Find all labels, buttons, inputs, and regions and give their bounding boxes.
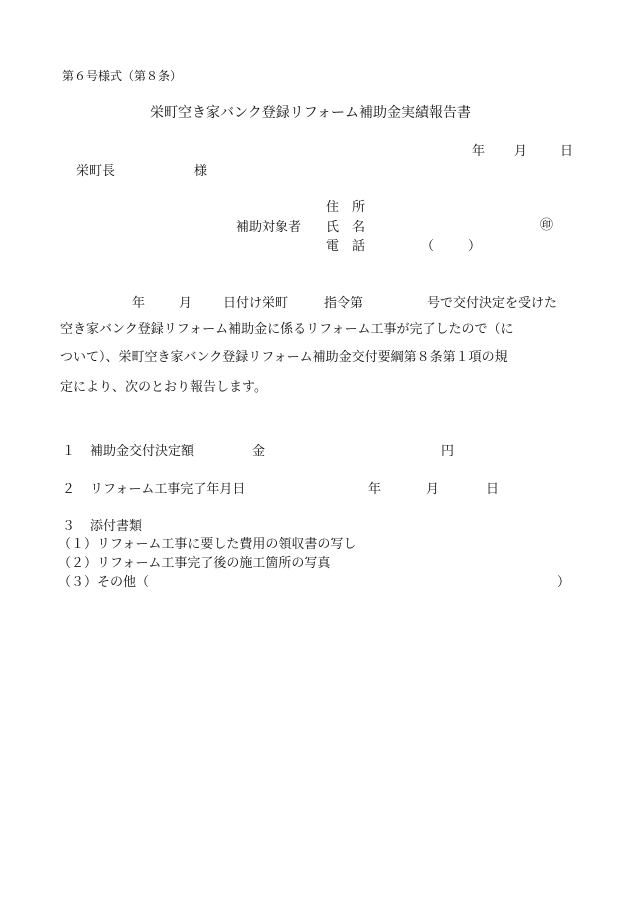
addressee-name: 栄町長 [76,164,116,179]
date-day-label: 日 [560,144,574,159]
item2-year-label: 年 [368,482,382,497]
date-year-label: 年 [472,144,486,159]
body-directive-label: 指令第 [324,296,364,311]
form-number: 第６号様式（第８条） [62,69,183,83]
body-year-label: 年 [132,296,146,311]
date-month-label: 月 [514,144,528,159]
item1-prefix: 金 [252,444,266,459]
seal-mark: ㊞ [540,218,554,233]
phone-label: 電 話 [326,239,366,254]
item1-label: 補助金交付決定額 [90,444,195,459]
item2-number: ２ [62,482,76,497]
attachment-item-2: （２）リフォーム工事完了後の施工箇所の写真 [58,556,331,571]
applicant-section-label: 補助対象者 [236,220,302,235]
attachment-item-3-close: ） [557,575,571,590]
item3-number: ３ [62,519,76,534]
attachment-item-1: （１）リフォーム工事に要した費用の領収書の写し [58,537,357,552]
phone-paren-open: （ [421,239,435,254]
body-line-2: 空き家バンク登録リフォーム補助金に係るリフォーム工事が完了したので（に [60,322,514,337]
item3-label: 添付書類 [90,519,143,534]
body-month-label: 月 [179,296,193,311]
attachment-item-3: （３）その他（ [58,575,150,590]
body-line1-rest: 号で交付決定を受けた [427,296,558,311]
phone-paren-close: ） [468,239,482,254]
body-dated-label: 日付け栄町 [223,296,289,311]
address-label: 住 所 [326,200,366,215]
item2-day-label: 日 [486,482,500,497]
item2-month-label: 月 [426,482,440,497]
document-title: 栄町空き家バンク登録リフォーム補助金実績報告書 [150,105,472,121]
item1-unit: 円 [441,444,455,459]
addressee-honorific: 様 [194,164,208,179]
body-line-3: ついて）、栄町空き家バンク登録リフォーム補助金交付要綱第８条第１項の規 [60,350,508,365]
item2-label: リフォーム工事完了年月日 [90,482,246,497]
name-label: 氏 名 [326,220,366,235]
body-line-4: 定により、次のとおり報告します。 [60,380,267,395]
item1-number: １ [62,444,76,459]
